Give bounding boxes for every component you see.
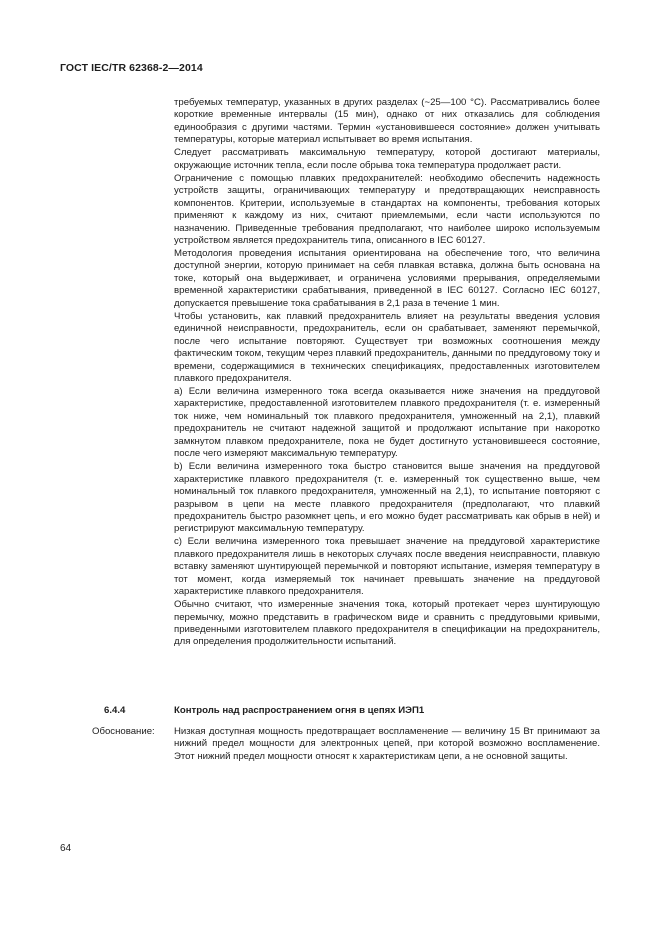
rationale-text: Низкая доступная мощность предотвращает воспламенение — величину 15 Вт принимают за нижний предел мощности для электронных цепей, при которой возможно воспламенение. Этот нижний предел мощности относят к характеристикам цепи, а не основной защиты. bbox=[174, 726, 600, 762]
paragraph-fuse-influence: Чтобы установить, как плавкий предохранитель влияет на результаты введения условия единичной неисправности, предохранитель, если он срабатывает, заменяют перемычкой, после чего испытание повторяют. Существует три возможных соотношения между фактическим током, текущим через плавкий предохранитель, данными по преддуговому току и времени, содержащимися в технических спецификациях, предоставленных изготовителем плавкого предохранителя. bbox=[174, 310, 600, 384]
paragraph-methodology: Методология проведения испытания ориентирована на обеспечение того, что величина доступной энергии, которую принимает на себя плавкая вставка, должна быть основана на токе, который она выдерживает, и ограничена условиями прерывания, определяемыми временной характеристики срабатывания, приведенной в IEC 60127. Согласно IEC 60127, допускается превышение тока срабатывания в 2,1 раза в течение 1 мин. bbox=[174, 247, 600, 309]
list-item-b: b) Если величина измеренного тока быстро становится выше значения на преддуговой характеристике плавкого предохранителя (т. е. измеренный ток существенно выше, чем номинальный ток плавкого предохранителя, умноженный на 2,1), то испытание повторяют с разрывом в цепи на месте плавкого предохранителя (предполагают, что плавкий предохранитель быстро разомкнет цепь, и его можно будет рассматривать как обрыв в ней) и регистрируют максимальную температуру. bbox=[174, 461, 600, 535]
page-number: 64 bbox=[60, 843, 72, 854]
paragraph-temperatures: требуемых температур, указанных в других разделах (~25—100 °С). Рассматривались более короткие временные интервалы (15 мин), однако от них отказались для соблюдения единообразия с другими частями. Термин «установившееся состояние» должен учитывать температуры, которые материал испытывает во время испытания. bbox=[174, 97, 600, 146]
paragraph-conclusion: Обычно считают, что измеренные значения тока, который протекает через шунтирующую перемычку, можно представить в графическом виде и сравнить с преддуговыми кривыми, приведенными изготовителем плавкого предохранителя в спецификации на предохранитель, для определения продолжительности испытаний. bbox=[174, 599, 600, 648]
paragraph-fuse-limitation: Ограничение с помощью плавких предохранителей: необходимо обеспечить надежность устройств защиты, ограничивающих температуру и предотвращающих неисправность компонентов. Критерии, используемые в стандартах на компоненты, требования которых применяют к каждому из них, считают приемлемыми, если части используются по назначению. Приведенные требования предполагают, что наиболее широко используемым устройством является предохранитель типа, описанного в IEC 60127. bbox=[174, 172, 600, 246]
rationale-label: Обоснование: bbox=[92, 726, 155, 737]
body-text bbox=[174, 97, 600, 649]
list-item-a: а) Если величина измеренного тока всегда оказывается ниже значения на преддуговой характеристике, предоставленной изготовителем плавкого предохранителя (т. е. измеренный ток ниже, чем номинальный ток плавкого предохранителя, умноженный на 2,1), плавкий предохранитель не считают надежной защитой и продолжают испытание при накоротко замкнутом плавком предохранителе, пока не будет достигнуто установившееся состояние, после чего измеряют максимальную температуру. bbox=[174, 385, 600, 460]
document-header: ГОСТ IEC/TR 62368-2—2014 bbox=[60, 62, 203, 74]
list-item-c: с) Если величина измеренного тока превышает значение на преддуговой характеристике плавкого предохранителя лишь в некоторых случаях после введения неисправности, плавкую вставку заменяют шунтирующей перемычкой и повторяют испытание, измеряя температуру в тот момент, когда измеряемый ток начинает превышать значение на преддуговой характеристике плавкого предохранителя. bbox=[174, 536, 600, 598]
section-title: Контроль над распространением огня в цепях ИЭП1 bbox=[174, 705, 425, 716]
paragraph-max-temperature: Следует рассматривать максимальную температуру, которой достигают материалы, окружающие источник тепла, если после обрыва тока температура продолжает расти. bbox=[174, 147, 600, 171]
section-number: 6.4.4 bbox=[104, 705, 126, 716]
